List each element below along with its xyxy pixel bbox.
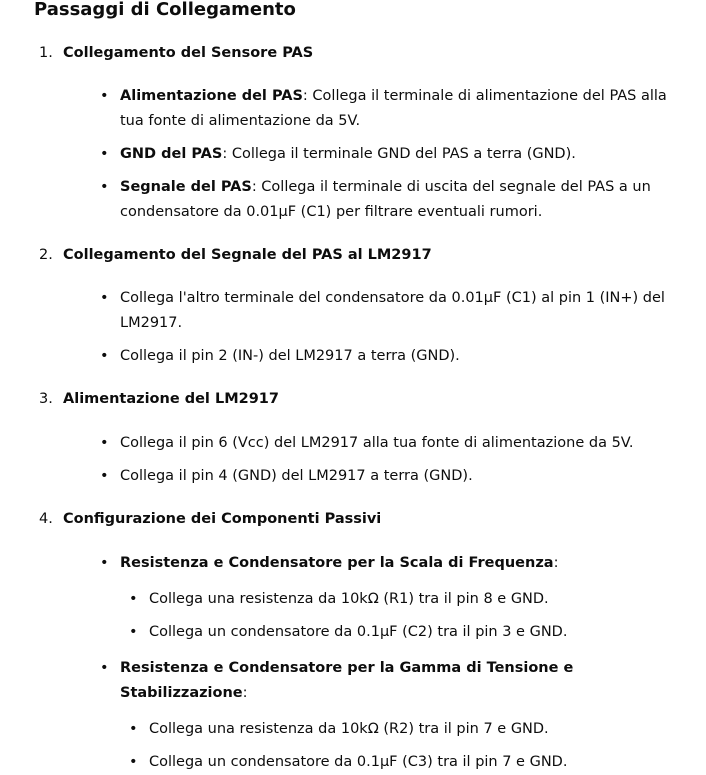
bullet-text: Collega il pin 6 (Vcc) del LM2917 alla tua fonte di alimentazione da 5V. xyxy=(120,435,634,451)
bullet-list xyxy=(63,286,684,369)
step-item xyxy=(34,387,684,489)
sub-list-item xyxy=(63,717,684,742)
bullet-list xyxy=(63,551,684,775)
bullet-label: GND del PAS xyxy=(120,146,223,162)
steps-list xyxy=(34,41,684,775)
step-title: Alimentazione del LM2917 xyxy=(63,391,279,407)
step-title: Collegamento del Sensore PAS xyxy=(63,45,314,61)
bullet-text: : Collega il terminale di uscita del segnale del PAS a un condensatore da 0.01µF (C1) per filtrare eventuali rumori. xyxy=(120,179,651,220)
bullet-label: Resistenza e Condensatore per la Scala di Frequenza xyxy=(120,555,554,571)
step-title: Collegamento del Segnale del PAS al LM2917 xyxy=(63,247,432,263)
sub-bullet-text: Collega una resistenza da 10kΩ (R1) tra il pin 8 e GND. xyxy=(149,591,549,607)
sub-bullet-text: Collega un condensatore da 0.1µF (C2) tra il pin 3 e GND. xyxy=(149,624,568,640)
sub-bullet-list xyxy=(63,717,684,775)
list-item xyxy=(63,551,684,645)
bullet-text: Collega il pin 4 (GND) del LM2917 a terra (GND). xyxy=(120,468,473,484)
page-title: Passaggi di Collegamento xyxy=(34,0,296,20)
bullet-text: : xyxy=(242,685,248,701)
step-item xyxy=(34,41,684,225)
list-item xyxy=(63,286,684,336)
sub-bullet-list xyxy=(63,587,684,645)
step-number: 3. xyxy=(39,391,53,407)
bullet-text: Collega il pin 2 (IN-) del LM2917 a terra (GND). xyxy=(120,348,460,364)
bullet-text: : Collega il terminale di alimentazione del PAS alla tua fonte di alimentazione da 5V. xyxy=(120,88,667,129)
bullet-list xyxy=(63,84,684,225)
bullet-label: Segnale del PAS xyxy=(120,179,252,195)
sub-bullet-text: Collega una resistenza da 10kΩ (R2) tra il pin 7 e GND. xyxy=(149,721,549,737)
step-item xyxy=(34,507,684,775)
sub-list-item xyxy=(63,587,684,612)
list-item xyxy=(63,464,684,489)
step-title: Configurazione dei Componenti Passivi xyxy=(63,511,382,527)
step-number: 4. xyxy=(39,511,53,527)
step-item xyxy=(34,243,684,369)
bullet-list xyxy=(63,431,684,489)
list-item xyxy=(63,431,684,456)
sub-list-item xyxy=(63,750,684,775)
list-item xyxy=(63,344,684,369)
bullet-text: : xyxy=(553,555,559,571)
list-item xyxy=(63,656,684,775)
step-number: 2. xyxy=(39,247,53,263)
step-number: 1. xyxy=(39,45,53,61)
list-item xyxy=(63,84,684,134)
bullet-text: Collega l'altro terminale del condensatore da 0.01µF (C1) al pin 1 (IN+) del LM2917. xyxy=(120,290,665,331)
sub-list-item xyxy=(63,620,684,645)
list-item xyxy=(63,175,684,225)
bullet-label: Resistenza e Condensatore per la Gamma di Tensione e Stabilizzazione xyxy=(120,660,574,701)
bullet-text: : Collega il terminale GND del PAS a terra (GND). xyxy=(222,146,576,162)
list-item xyxy=(63,142,684,167)
bullet-label: Alimentazione del PAS xyxy=(120,88,303,104)
sub-bullet-text: Collega un condensatore da 0.1µF (C3) tra il pin 7 e GND. xyxy=(149,754,568,770)
document xyxy=(34,0,684,775)
